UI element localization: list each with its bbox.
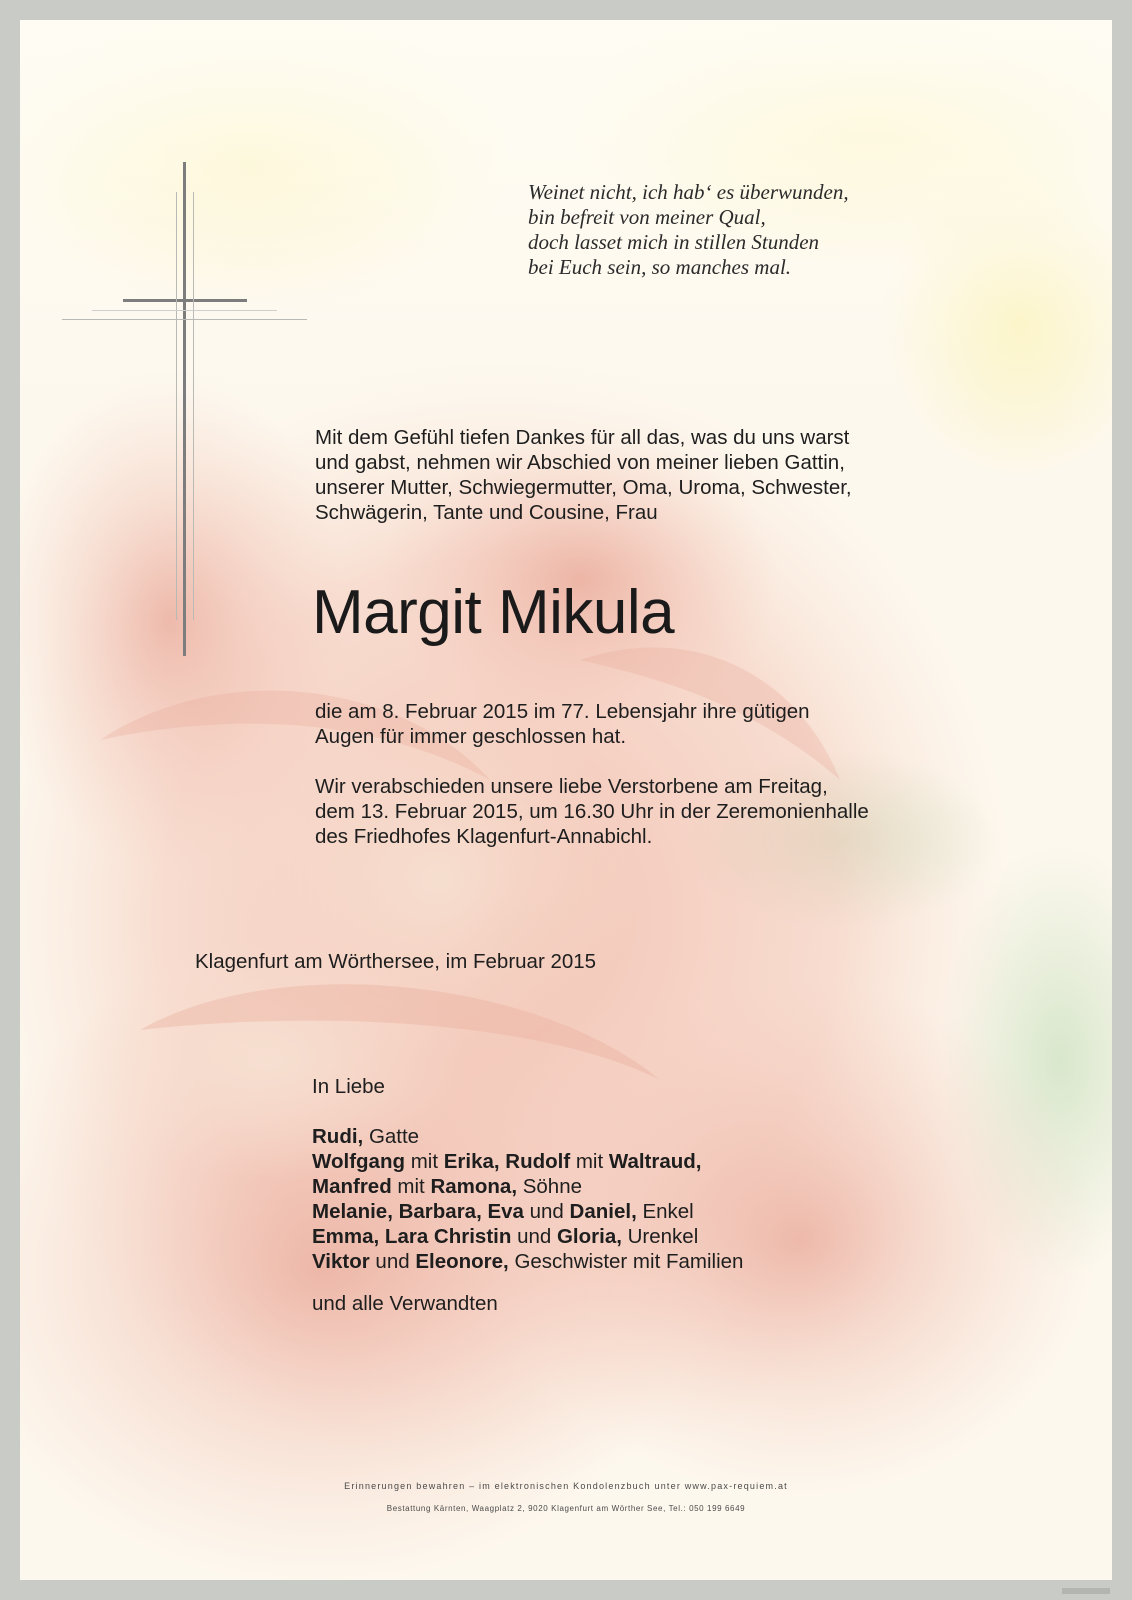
ceremony-line: des Friedhofes Klagenfurt-Annabichl. — [315, 825, 653, 848]
mourner-connector: mit — [405, 1150, 444, 1173]
mourner-line — [312, 1149, 743, 1174]
mourner-name: Viktor — [312, 1250, 370, 1273]
mourner-line — [312, 1174, 743, 1199]
mourner-name: Emma, Lara Christin — [312, 1225, 512, 1248]
intro-line: Mit dem Gefühl tiefen Dankes für all das, was du uns warst — [315, 426, 850, 449]
mourner-name: Rudi, — [312, 1125, 364, 1148]
mourners-list — [312, 1124, 743, 1274]
mourner-relation: Söhne — [517, 1175, 583, 1198]
mourner-name: Waltraud, — [608, 1150, 702, 1173]
mourner-name: Melanie, Barbara, Eva — [312, 1200, 524, 1223]
mourner-relation: Gatte — [363, 1125, 420, 1148]
mourner-name: Manfred — [312, 1175, 392, 1198]
mourner-relation: Geschwister mit Familien — [508, 1250, 744, 1273]
condolence-book-note: Erinnerungen bewahren – im elektronischen Kondolenzbuch unter www.pax-requiem.at — [344, 1481, 788, 1491]
mourner-relation: Enkel — [636, 1200, 694, 1223]
ceremony-details — [315, 774, 995, 849]
mourner-name: Eleonore, — [415, 1250, 509, 1273]
mourner-connector: und — [511, 1225, 557, 1248]
obituary-content — [20, 20, 1112, 1580]
intro-line: Schwägerin, Tante und Cousine, Frau — [315, 501, 658, 524]
mourner-line — [312, 1199, 743, 1224]
intro-line: unserer Mutter, Schwiegermutter, Oma, Uroma, Schwester, — [315, 476, 852, 499]
mourner-relation: Urenkel — [621, 1225, 699, 1248]
mourner-name: Daniel, — [569, 1200, 637, 1223]
memorial-verse — [528, 180, 849, 280]
mourner-line — [312, 1224, 743, 1249]
mourner-connector: mit — [391, 1175, 431, 1198]
all-relatives: und alle Verwandten — [312, 1292, 498, 1315]
ceremony-line: dem 13. Februar 2015, um 16.30 Uhr in der Zeremonienhalle — [315, 800, 869, 823]
mourner-connector: und — [369, 1250, 416, 1273]
death-notice-line: Augen für immer geschlossen hat. — [315, 725, 627, 748]
funeral-home-address: Bestattung Kärnten, Waagplatz 2, 9020 Klagenfurt am Wörther See, Tel.: 050 199 6649 — [386, 1504, 746, 1513]
death-notice — [315, 699, 955, 749]
deceased-name: Margit Mikula — [312, 578, 675, 647]
obituary-page — [20, 20, 1112, 1580]
verse-line: doch lasset mich in stillen Stunden — [528, 230, 820, 254]
mourner-line — [312, 1249, 743, 1274]
mourner-connector: und — [523, 1200, 570, 1223]
mourner-name: Erika, Rudolf — [443, 1150, 571, 1173]
mourner-name: Ramona, — [430, 1175, 518, 1198]
place-and-date: Klagenfurt am Wörthersee, im Februar 2015 — [195, 950, 597, 973]
intro-paragraph — [315, 425, 955, 525]
print-code-mark — [1062, 1588, 1110, 1594]
verse-line: bei Euch sein, so manches mal. — [528, 255, 792, 279]
mourner-name: Wolfgang — [312, 1150, 405, 1173]
verse-line: Weinet nicht, ich hab‘ es überwunden, — [528, 180, 849, 204]
in-love-heading: In Liebe — [312, 1075, 385, 1098]
intro-line: und gabst, nehmen wir Abschied von meiner lieben Gattin, — [315, 451, 845, 474]
mourner-connector: mit — [570, 1150, 609, 1173]
death-notice-line: die am 8. Februar 2015 im 77. Lebensjahr ihre gütigen — [315, 700, 810, 723]
ceremony-line: Wir verabschieden unsere liebe Verstorbene am Freitag, — [315, 775, 828, 798]
verse-line: bin befreit von meiner Qual, — [528, 205, 766, 229]
mourner-name: Gloria, — [556, 1225, 622, 1248]
mourner-line — [312, 1124, 743, 1149]
